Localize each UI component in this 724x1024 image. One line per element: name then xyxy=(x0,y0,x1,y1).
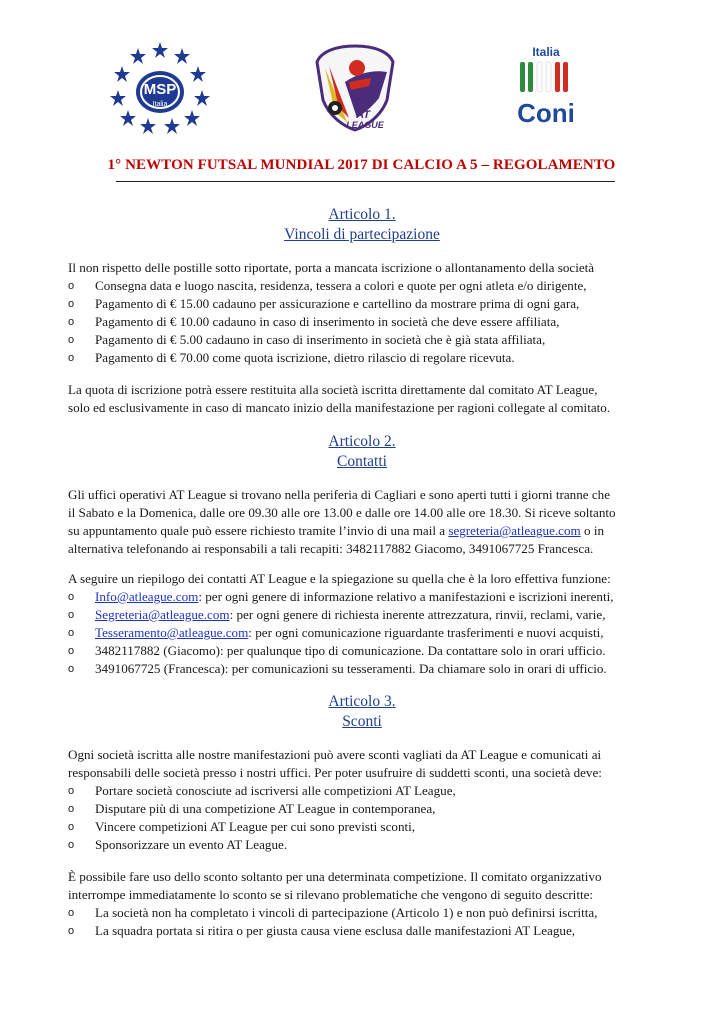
article-3-title: Sconti xyxy=(342,713,382,730)
article-1-note: La quota di iscrizione potrà essere restituita alla società iscritta direttamente dal comitato AT League, solo ed esclusivamente in caso di mancato inizio della manifestazione per ragioni collegate al comitato. xyxy=(68,382,611,415)
list-item: o Pagamento di € 10.00 cadauno in caso di inserimento in società che deve essere affiliata, xyxy=(68,313,668,331)
star-icon xyxy=(184,110,200,126)
list-item: o Sponsorizzare un evento AT League. xyxy=(68,836,668,854)
list-item: o La squadra portata si ritira o per giusta causa viene esclusa dalle manifestazioni AT League, xyxy=(68,922,668,940)
list-item: o Pagamento di € 15.00 cadauno per assicurazione e cartellino da mostrare prima di ogni gara, xyxy=(68,295,668,313)
article-3-number: Articolo 3. xyxy=(328,693,396,710)
title-underline xyxy=(116,181,615,182)
tesseramento-email-link[interactable]: Tesseramento@atleague.com xyxy=(95,625,249,640)
star-icon xyxy=(114,66,130,82)
star-icon xyxy=(194,90,210,106)
article-3-heading xyxy=(0,692,724,732)
article-2-list-intro: A seguire un riepilogo dei contatti AT League e la spiegazione su quella che è la loro effettiva funzione: xyxy=(68,571,611,586)
article-2-number: Articolo 2. xyxy=(328,433,396,450)
list-item: o 3491067725 (Francesca): per comunicazioni su tesseramenti. Da chiamare solo in orari di ufficio. xyxy=(68,660,668,678)
article-1-title: Vincoli di partecipazione xyxy=(284,226,440,243)
info-email-link[interactable]: Info@atleague.com xyxy=(95,589,199,604)
star-icon xyxy=(120,110,136,126)
star-icon xyxy=(152,42,168,58)
list-item: o Segreteria@atleague.com: per ogni genere di richiesta inerente attrezzatura, rinvii, reclami, varie, xyxy=(68,606,668,624)
list-item: o La società non ha completato i vincoli di partecipazione (Articolo 1) e non può definirsi iscritta, xyxy=(68,904,668,922)
list-item: o Pagamento di € 70.00 come quota iscrizione, dietro rilascio di regolare ricevuta. xyxy=(68,349,668,367)
article-3-list-2 xyxy=(68,904,668,940)
at-league-logo xyxy=(305,42,405,134)
list-item: o Consegna data e luogo nascita, residenza, tessera a colori e quote per ogni atleta e/o dirigente, xyxy=(68,277,668,295)
article-2-heading xyxy=(0,432,724,472)
article-3-note: È possibile fare uso dello sconto soltanto per una determinata competizione. Il comitato organizzativo interrompe immediatamente lo sconto se si rilevano problematiche che vengono di seguito descritte: xyxy=(68,869,602,902)
star-icon xyxy=(130,48,146,64)
article-1-heading xyxy=(0,205,724,245)
star-icon xyxy=(110,90,126,106)
msp-italia-logo xyxy=(108,40,212,136)
article-1-intro: Il non rispetto delle postille sotto riportate, porta a mancata iscrizione o allontanamento della società xyxy=(68,260,595,275)
coni-italia-logo xyxy=(506,44,586,128)
svg-text:Italia: Italia xyxy=(532,45,560,59)
segreteria-email-link[interactable]: Segreteria@atleague.com xyxy=(95,607,230,622)
article-2-paragraph: Gli uffici operativi AT League si trovano nella periferia di Cagliari e sono aperti tutti i giorni tranne che il Sabato e la Domenica, dalle ore 09.30 alle ore 13.00 e dalle ore 14.00 alle ore 18.30. Si riceve soltanto su appuntamento quale può essere richiesto tramite l’invio di una mail a segreteria@atleague.com o in alternativa telefonando ai responsabili a tali recapiti: 3482117882 Giacomo, 3491067725 Francesca. xyxy=(68,487,616,556)
contacts-list xyxy=(68,588,668,678)
svg-text:Coni: Coni xyxy=(517,98,575,128)
svg-text:LEAGUE: LEAGUE xyxy=(346,120,384,130)
list-item: o 3482117882 (Giacomo): per qualunque tipo di comunicazione. Da contattare solo in orari ufficio. xyxy=(68,642,668,660)
article-1-number: Articolo 1. xyxy=(328,206,396,223)
list-item: o Portare società conosciute ad iscriversi alle competizioni AT League, xyxy=(68,782,668,800)
list-item: o Vincere competizioni AT League per cui sono previsti sconti, xyxy=(68,818,668,836)
article-3-list xyxy=(68,782,668,854)
list-item: o Tesseramento@atleague.com: per ogni comunicazione riguardante trasferimenti e nuovi acquisti, xyxy=(68,624,668,642)
article-1-list xyxy=(68,277,668,367)
article-2-title: Contatti xyxy=(337,453,387,470)
list-item: o Info@atleague.com: per ogni genere di informazione relativo a manifestazioni e iscrizioni inerenti, xyxy=(68,588,668,606)
star-icon xyxy=(174,48,190,64)
svg-text:AT: AT xyxy=(356,109,370,121)
page-title: 1° NEWTON FUTSAL MUNDIAL 2017 DI CALCIO A 5 – REGOLAMENTO xyxy=(107,157,616,173)
svg-text:MSP: MSP xyxy=(143,81,177,98)
segreteria-email-link[interactable]: segreteria@atleague.com xyxy=(448,523,581,538)
star-icon xyxy=(190,66,206,82)
star-icon xyxy=(164,118,180,134)
list-item: o Pagamento di € 5.00 cadauno in caso di inserimento in società che è già stata affiliata, xyxy=(68,331,668,349)
article-3-intro: Ogni società iscritta alle nostre manifestazioni può avere sconti vagliati da AT League e comunicati ai responsabili delle società presso i nostri uffici. Per poter usufruire di suddetti sconti, una società deve: xyxy=(68,747,602,780)
list-item: o Disputare più di una competizione AT League in contemporanea, xyxy=(68,800,668,818)
star-icon xyxy=(140,118,156,134)
svg-text:Italia: Italia xyxy=(152,101,168,108)
